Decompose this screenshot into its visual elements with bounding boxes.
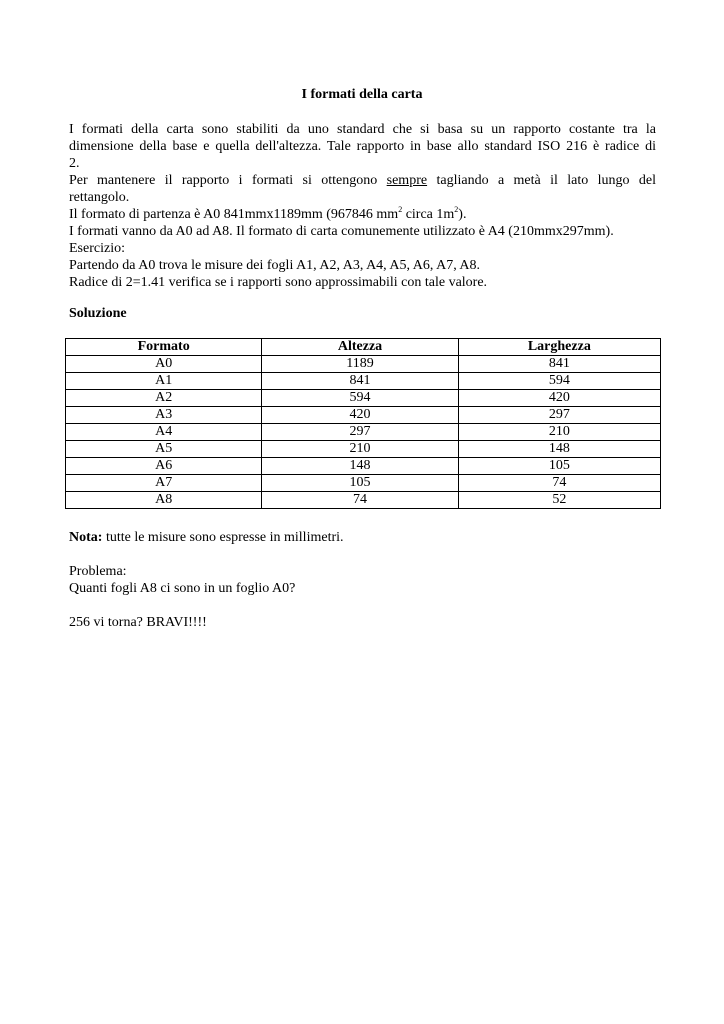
intro-line-5: rettangolo.	[69, 190, 130, 205]
note-line	[69, 529, 656, 546]
column-header: Larghezza	[458, 339, 660, 356]
table-cell: 1189	[262, 356, 458, 373]
intro-line-7: I formati vanno da A0 ad A8. Il formato di carta comunemente utilizzato è A4 (210mmx297mm).	[69, 224, 614, 239]
problem-section	[69, 563, 656, 597]
column-header: Altezza	[262, 339, 458, 356]
table-cell: A3	[66, 407, 262, 424]
underlined-word: sempre	[386, 173, 428, 188]
table-cell: 105	[458, 458, 660, 475]
intro-line-8: Esercizio:	[69, 241, 125, 256]
document-title: I formati della carta	[301, 87, 423, 102]
table-cell: A6	[66, 458, 262, 475]
answer-line: 256 vi torna? BRAVI!!!!	[69, 615, 207, 630]
intro-line-3: 2.	[69, 156, 80, 171]
table-cell: A2	[66, 390, 262, 407]
intro-line-4-part-a: Per mantenere il rapporto i formati si ottengono	[69, 173, 378, 188]
table-cell: 74	[458, 475, 660, 492]
table-cell: 297	[458, 407, 660, 424]
table-row	[66, 458, 661, 475]
table-cell: 210	[458, 424, 660, 441]
superscript: 2	[398, 205, 403, 214]
table-row	[66, 390, 661, 407]
table-row	[66, 407, 661, 424]
table-cell: 148	[262, 458, 458, 475]
problem-label: Problema:	[69, 564, 127, 579]
solution-heading-text: Soluzione	[69, 306, 127, 321]
table-cell: A7	[66, 475, 262, 492]
table-cell: 594	[262, 390, 458, 407]
table-cell: 148	[458, 441, 660, 458]
intro-line-6-part-a: Il formato di partenza è A0 841mmx1189mm (967846 mm	[69, 207, 399, 222]
table-cell: 74	[262, 492, 458, 509]
intro-line-2: dimensione della base e quella dell'altezza. Tale rapporto in base allo standard ISO 216 è radice di	[69, 139, 656, 154]
note-label: Nota:	[69, 530, 103, 545]
table-cell: 105	[262, 475, 458, 492]
note-text: tutte le misure sono espresse in millimetri.	[102, 530, 344, 545]
problem-question: Quanti fogli A8 ci sono in un foglio A0?	[69, 581, 296, 596]
table-header-row	[66, 339, 661, 356]
table-row	[66, 373, 661, 390]
table-cell: A8	[66, 492, 262, 509]
paper-formats-table	[65, 338, 661, 509]
table-cell: 594	[458, 373, 660, 390]
table-cell: 210	[262, 441, 458, 458]
table-cell: A5	[66, 441, 262, 458]
table-cell: 841	[262, 373, 458, 390]
intro-line-6-part-b: circa 1m	[402, 207, 455, 222]
intro-line-4	[69, 172, 656, 189]
intro-line-9: Partendo da A0 trova le misure dei fogli A1, A2, A3, A4, A5, A6, A7, A8.	[69, 258, 481, 273]
table-row	[66, 492, 661, 509]
table-row	[66, 441, 661, 458]
intro-paragraph	[69, 121, 656, 291]
intro-line-10: Radice di 2=1.41 verifica se i rapporti sono approssimabili con tale valore.	[69, 275, 488, 290]
column-header: Formato	[66, 339, 262, 356]
table-cell: A4	[66, 424, 262, 441]
table-row	[66, 475, 661, 492]
table-row	[66, 424, 661, 441]
intro-line-4-part-b: tagliando a metà il lato lungo del	[436, 173, 657, 188]
table-cell: 52	[458, 492, 660, 509]
table-cell: A0	[66, 356, 262, 373]
table-cell: 297	[262, 424, 458, 441]
table-row	[66, 356, 661, 373]
table-cell: 420	[458, 390, 660, 407]
solution-heading	[69, 305, 656, 322]
table-cell: 420	[262, 407, 458, 424]
intro-line-1: I formati della carta sono stabiliti da uno standard che si basa su un rapporto costante tra la	[69, 122, 656, 137]
superscript: 2	[454, 205, 459, 214]
intro-line-6	[69, 206, 656, 223]
table-cell: A1	[66, 373, 262, 390]
intro-line-6-part-c: ).	[458, 207, 467, 222]
table-cell: 841	[458, 356, 660, 373]
